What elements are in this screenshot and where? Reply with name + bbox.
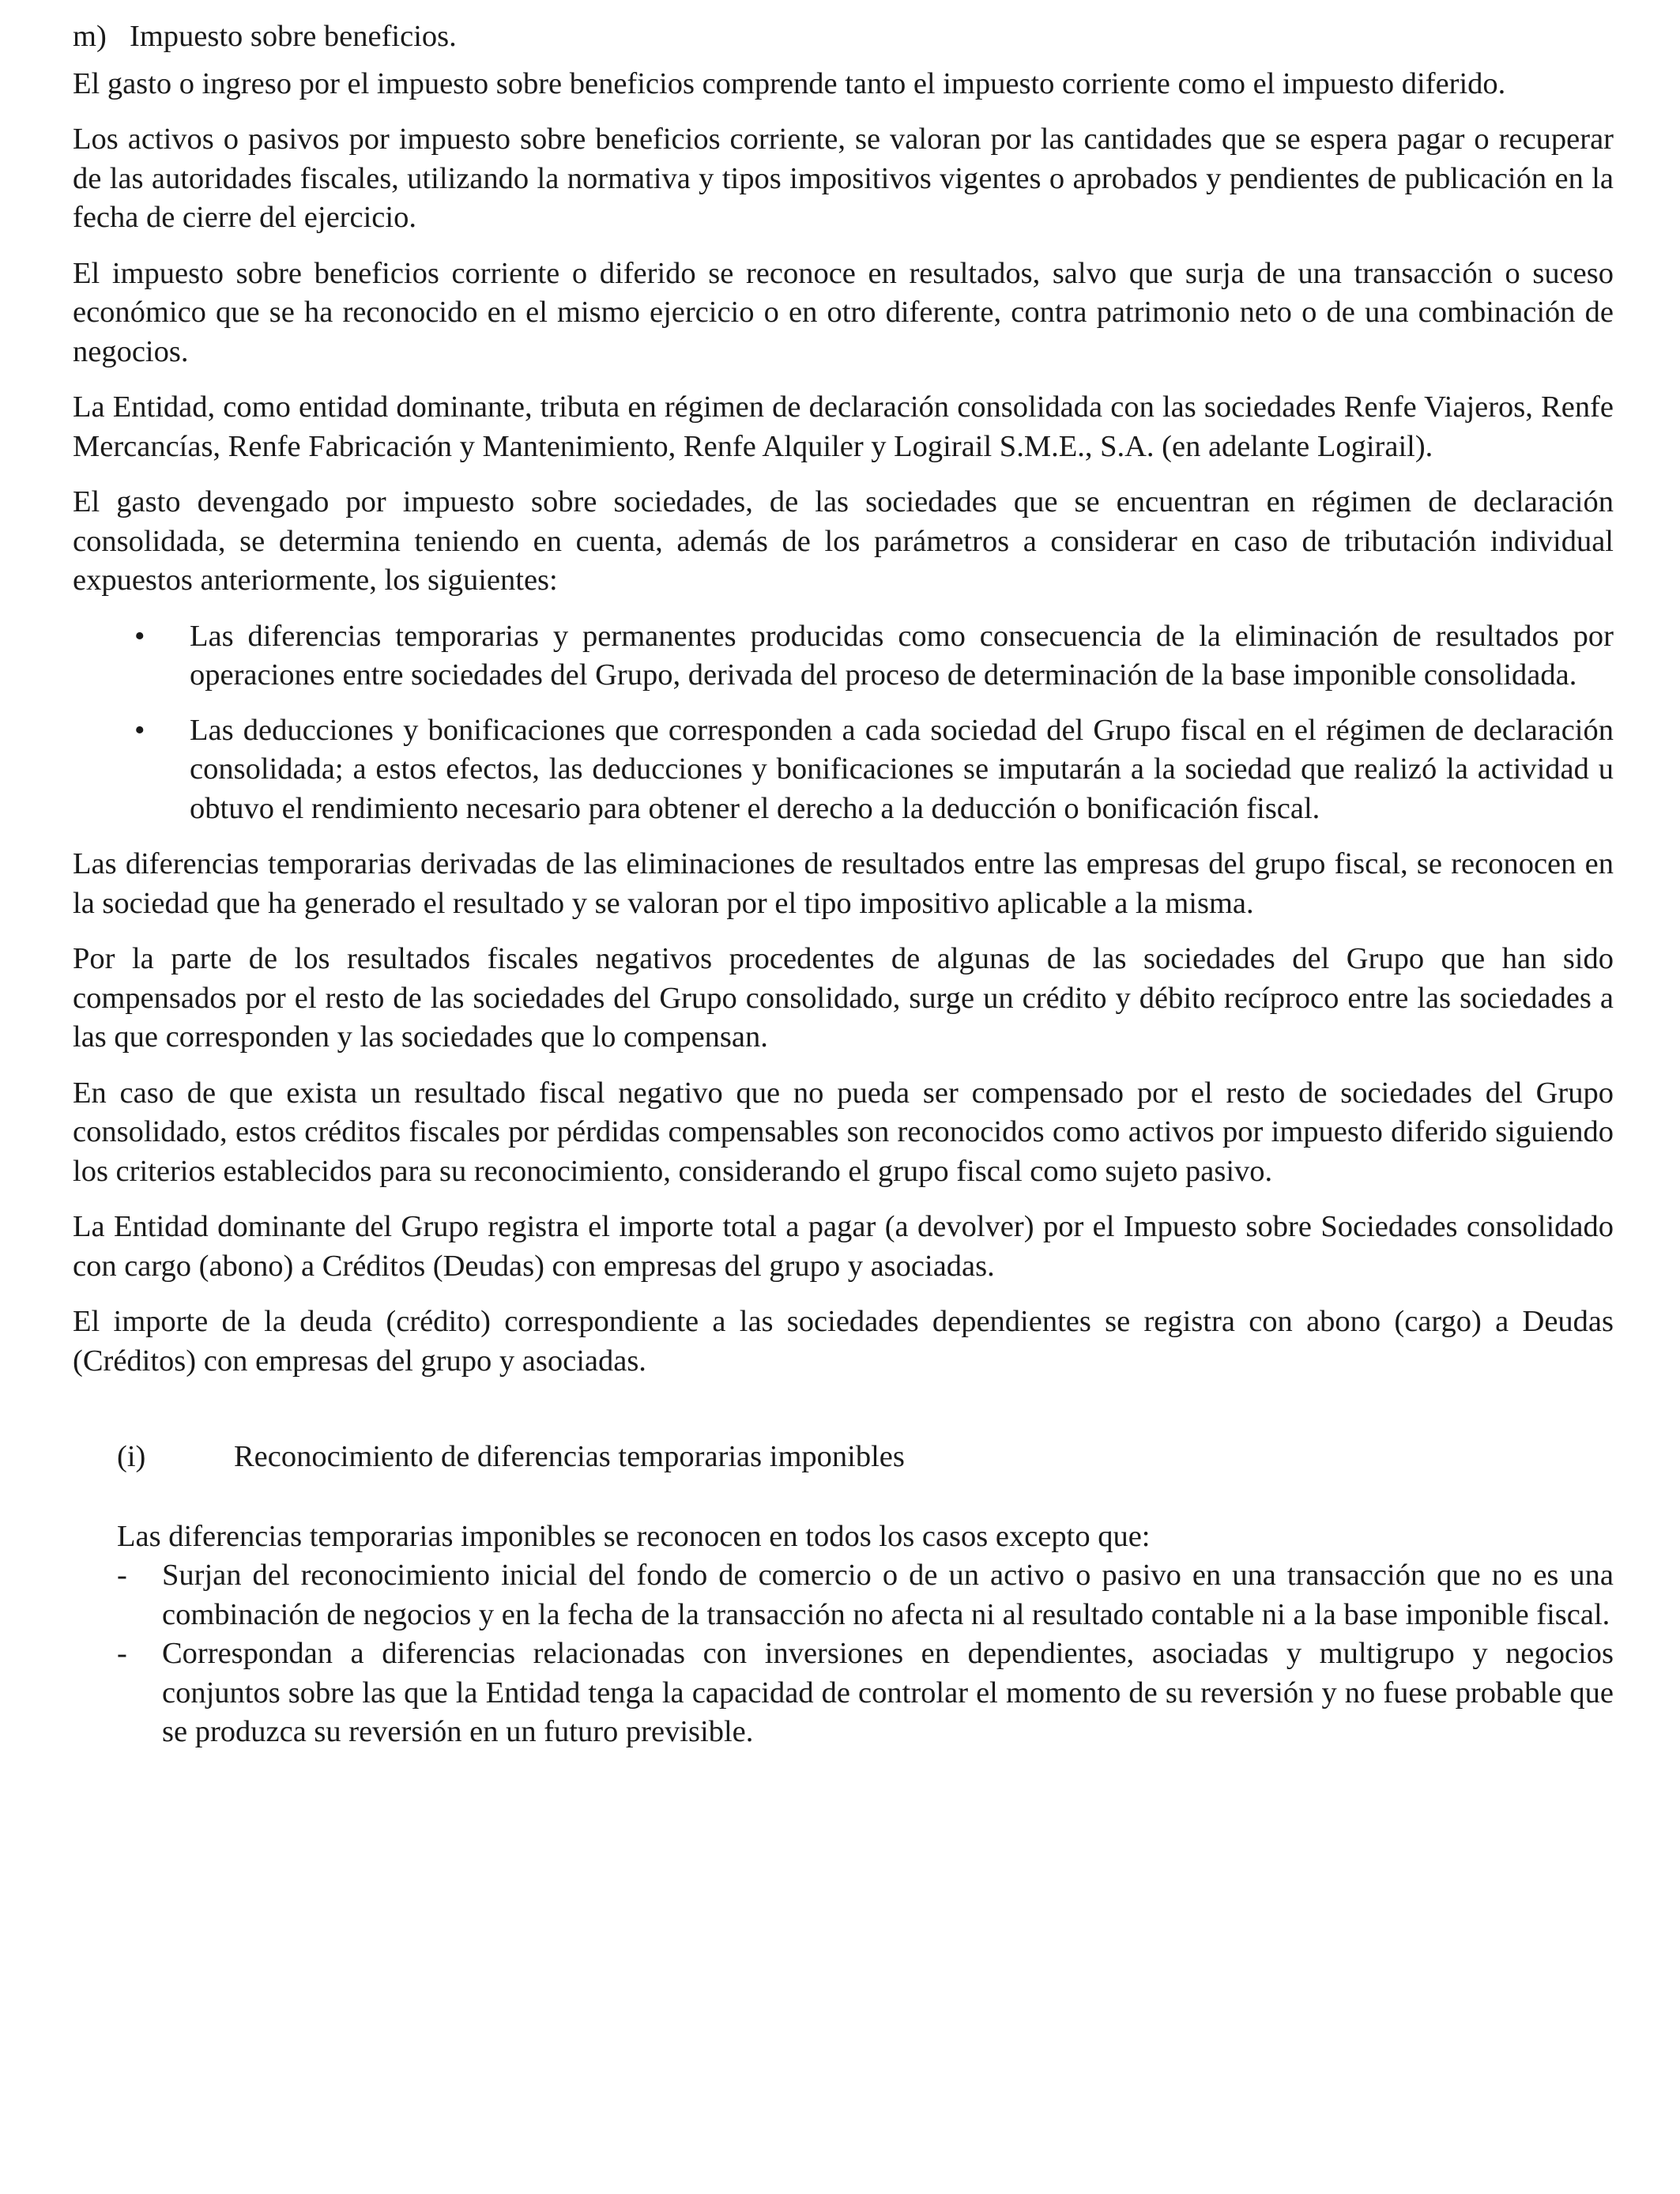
paragraph: La Entidad dominante del Grupo registra el importe total a pagar (a devolver) por el Impuesto sobre Sociedades consolidado con cargo (abono) a Créditos (Deudas) con empresas del grupo y asociadas. xyxy=(73,1210,1614,1283)
paragraph: El impuesto sobre beneficios corriente o diferido se reconoce en resultados, salvo que surja de una transacción o suceso económico que se ha reconocido en el mismo ejercicio o en otro diferente, contra patrimonio neto o de una combinación de negocios. xyxy=(73,256,1614,368)
subsection-marker: (i) xyxy=(117,1440,146,1473)
subsection-heading xyxy=(117,1438,1614,1477)
section-title: Impuesto sobre beneficios. xyxy=(130,20,457,53)
document-page xyxy=(73,17,1614,1752)
dash-list xyxy=(117,1556,1614,1752)
bullet-list xyxy=(73,617,1614,829)
subsection-title: Reconocimiento de diferencias temporarias imponibles xyxy=(234,1440,905,1473)
dash-marker: - xyxy=(117,1559,127,1592)
dash-text: Surjan del reconocimiento inicial del fondo de comercio o de un activo o pasivo en una transacción que no es una combinación de negocios y en la fecha de la transacción no afecta ni al resultado contable ni a la base imponible fiscal. xyxy=(162,1559,1614,1631)
dash-marker: - xyxy=(117,1637,127,1670)
bullet-item xyxy=(73,617,1614,696)
bullet-text: Las deducciones y bonificaciones que corresponden a cada sociedad del Grupo fiscal en el régimen de declaración consolidada; a estos efectos, las deducciones y bonificaciones se imputarán a la sociedad que realizó la actividad u obtuvo el rendimiento necesario para obtener el derecho a la deducción o bonificación fiscal. xyxy=(190,713,1614,825)
paragraph: La Entidad, como entidad dominante, tributa en régimen de declaración consolidada con las sociedades Renfe Viajeros, Renfe Mercancías, Renfe Fabricación y Mantenimiento, Renfe Alquiler y Logirail S.M.E., S.A. (en adelante Logirail). xyxy=(73,390,1614,463)
dash-text: Correspondan a diferencias relacionadas con inversiones en dependientes, asociadas y multigrupo y negocios conjuntos sobre las que la Entidad tenga la capacidad de controlar el momento de su reversión y no fuese probable que se produzca su reversión en un futuro previsible. xyxy=(162,1637,1614,1748)
section-marker: m) xyxy=(73,20,107,53)
paragraph: Las diferencias temporarias derivadas de las eliminaciones de resultados entre las empresas del grupo fiscal, se reconocen en la sociedad que ha generado el resultado y se valoran por el tipo impositivo aplicable a la misma. xyxy=(73,847,1614,920)
section-heading xyxy=(73,17,1614,57)
bullet-marker: • xyxy=(134,619,145,653)
paragraph: El importe de la deuda (crédito) correspondiente a las sociedades dependientes se registra con abono (cargo) a Deudas (Créditos) con empresas del grupo y asociadas. xyxy=(73,1305,1614,1378)
dash-item xyxy=(117,1556,1614,1634)
paragraph: El gasto devengado por impuesto sobre sociedades, de las sociedades que se encuentran en régimen de declaración consolidada, se determina teniendo en cuenta, además de los parámetros a considerar en caso de tributación individual expuestos anteriormente, los siguientes: xyxy=(73,485,1614,597)
bullet-text: Las diferencias temporarias y permanentes producidas como consecuencia de la eliminación de resultados por operaciones entre sociedades del Grupo, derivada del proceso de determinación de la base imponible consolidada. xyxy=(190,619,1614,692)
dash-item xyxy=(117,1634,1614,1752)
paragraph: El gasto o ingreso por el impuesto sobre beneficios comprende tanto el impuesto corriente como el impuesto diferido. xyxy=(73,66,1506,100)
paragraph: Los activos o pasivos por impuesto sobre beneficios corriente, se valoran por las cantidades que se espera pagar o recuperar de las autoridades fiscales, utilizando la normativa y tipos impositivos vigentes o aprobados y pendientes de publicación en la fecha de cierre del ejercicio. xyxy=(73,123,1614,234)
bullet-item xyxy=(73,711,1614,829)
subsection-intro: Las diferencias temporarias imponibles se reconocen en todos los casos excepto que: xyxy=(117,1519,1151,1553)
paragraph: En caso de que exista un resultado fiscal negativo que no pueda ser compensado por el resto de sociedades del Grupo consolidado, estos créditos fiscales por pérdidas compensables son reconocidos como activos por impuesto diferido siguiendo los criterios establecidos para su reconocimiento, considerando el grupo fiscal como sujeto pasivo. xyxy=(73,1076,1614,1188)
subsection xyxy=(73,1438,1614,1752)
bullet-marker: • xyxy=(134,713,145,747)
paragraph: Por la parte de los resultados fiscales negativos procedentes de algunas de las sociedades del Grupo que han sido compensados por el resto de las sociedades del Grupo consolidado, surge un crédito y débito recíproco entre las sociedades a las que corresponden y las sociedades que lo compensan. xyxy=(73,942,1614,1054)
